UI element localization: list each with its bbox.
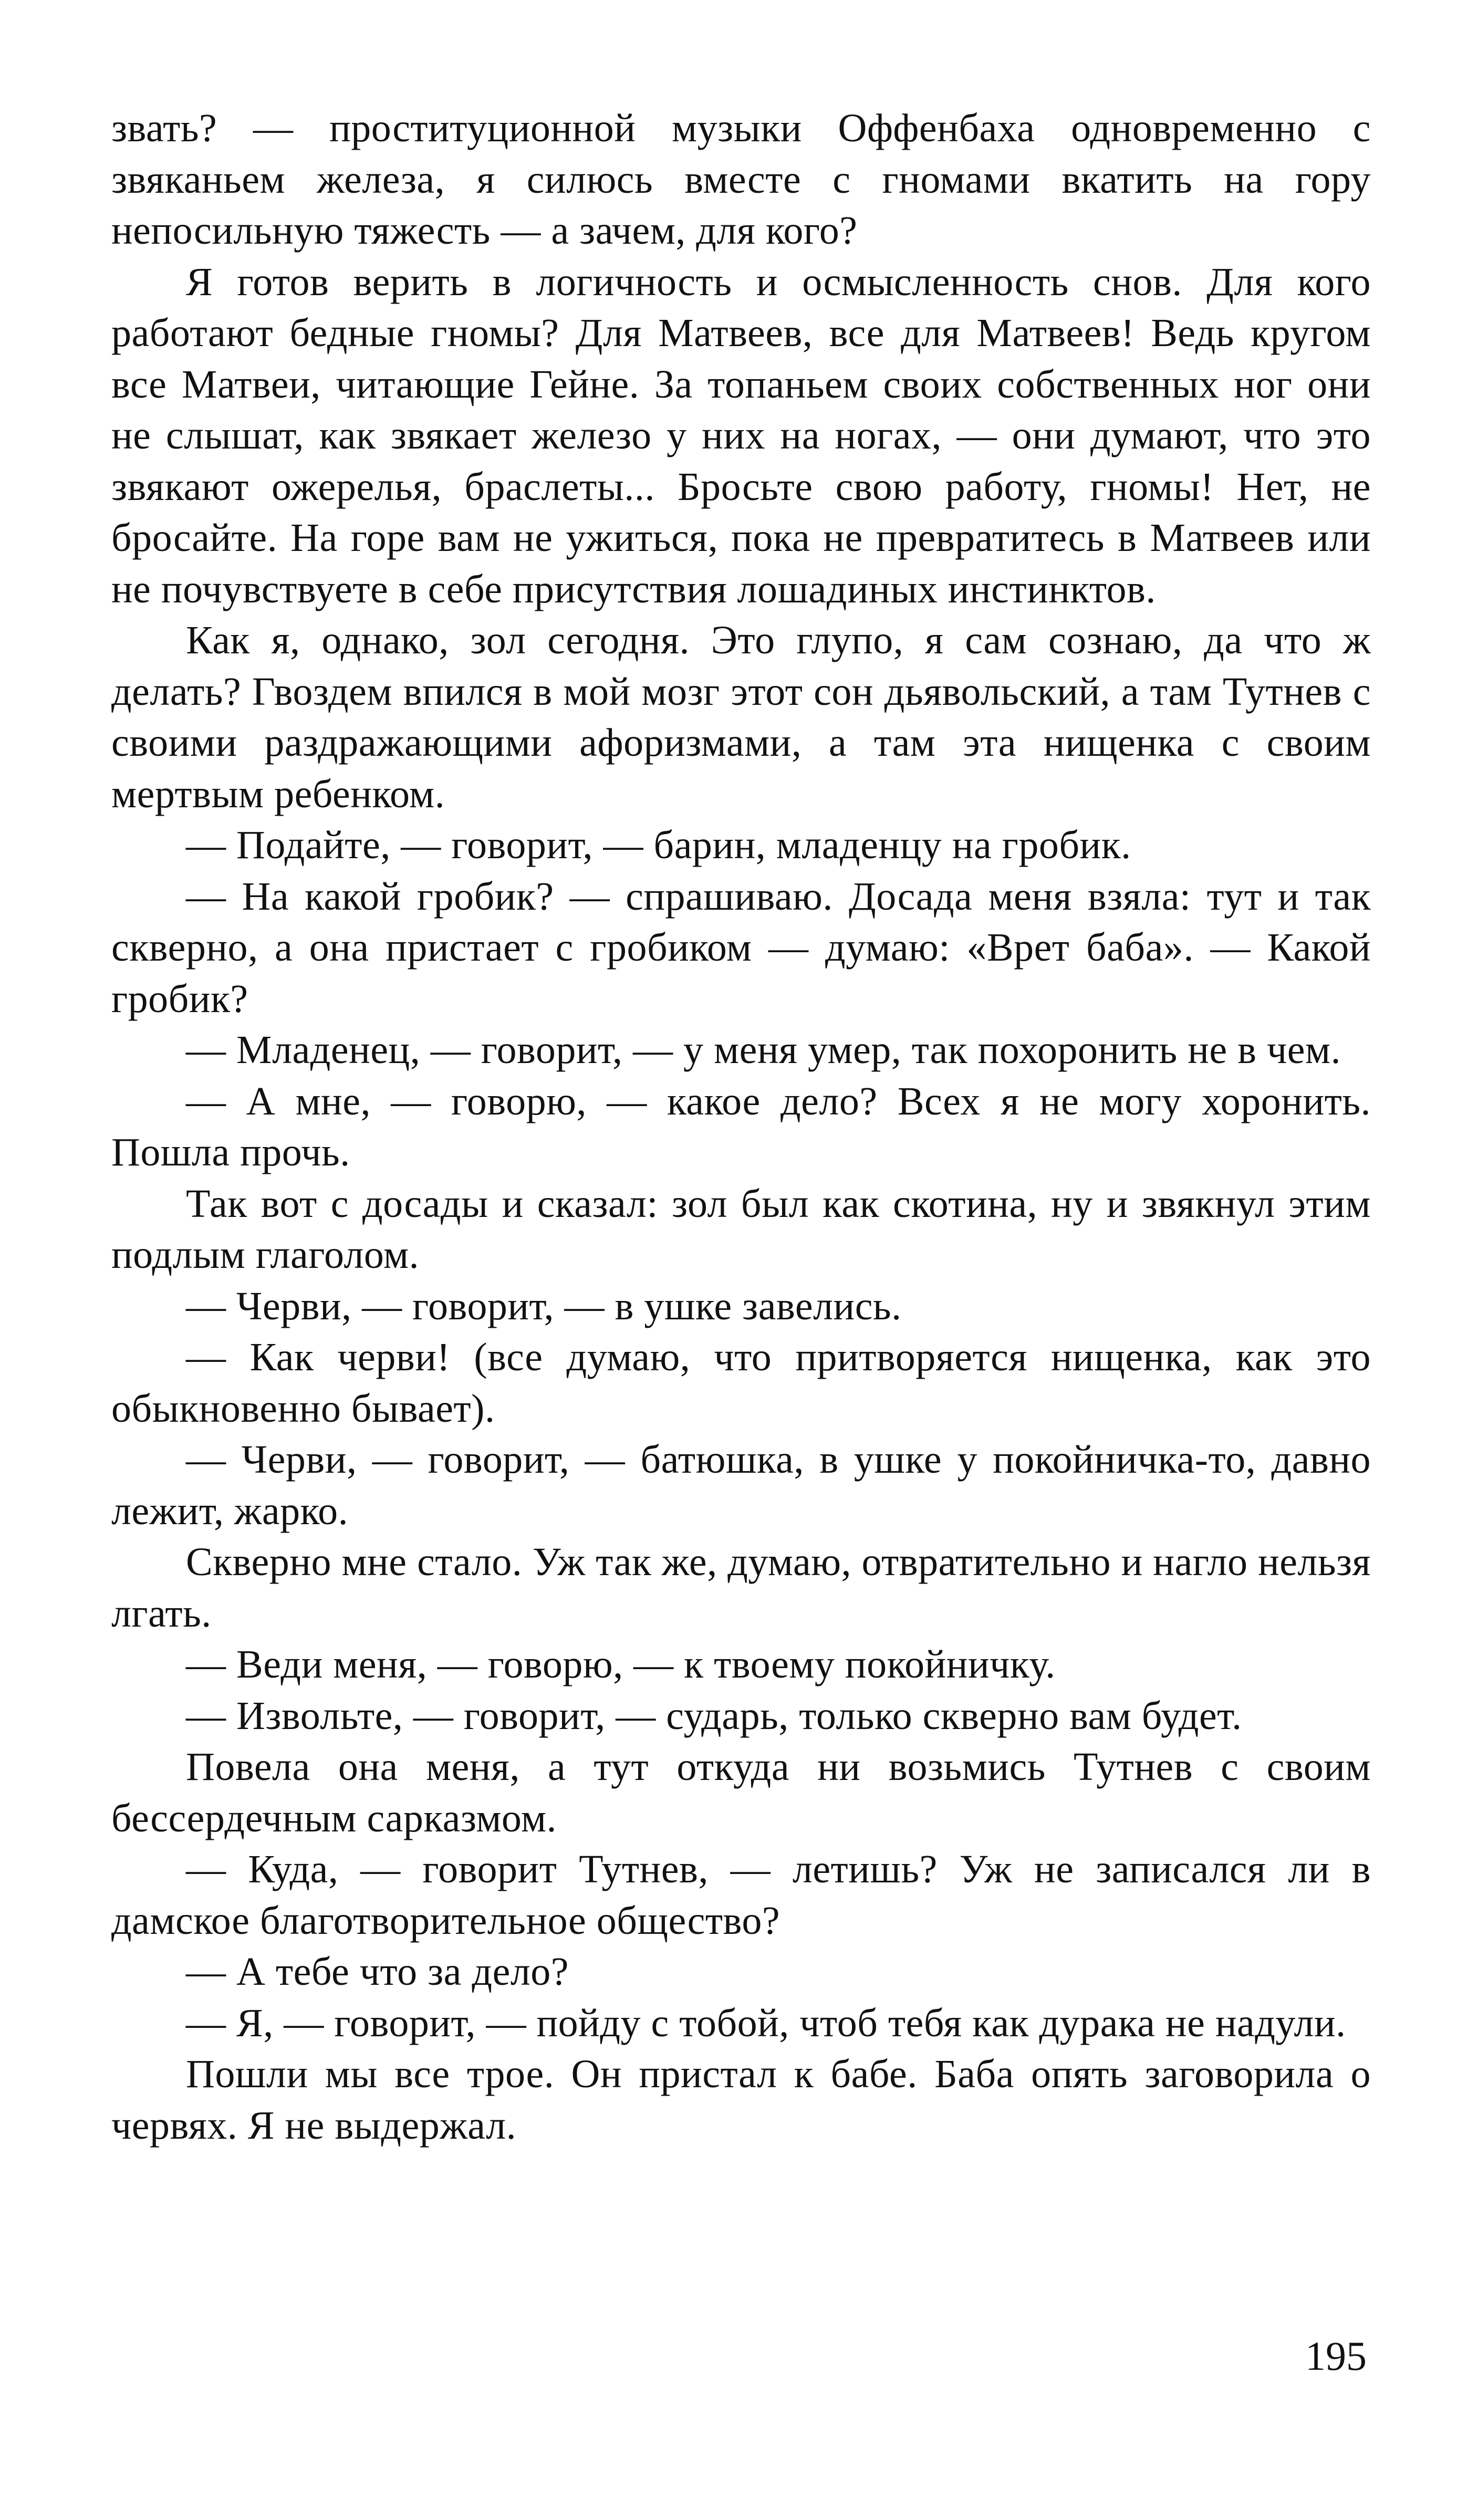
page-number: 195 — [1305, 2333, 1367, 2379]
paragraph: Как я, однако, зол сегодня. Это глупо, я сам сознаю, да что ж делать? Гвоздем впился в мой мозг этот сон дьявольский, а там Тутнев с своими раздражающими афоризмами, а там эта нищенка с своим мертвым ребенком. — [111, 618, 1371, 816]
dialogue-line: — Извольте, — говорит, — сударь, только скверно вам будет. — [186, 1693, 1242, 1738]
dialogue-line: — Младенец, — говорит, — у меня умер, так похоронить не в чем. — [186, 1028, 1341, 1072]
body-text — [111, 103, 1371, 2151]
dialogue-line: — Черви, — говорит, — в ушке завелись. — [186, 1284, 902, 1328]
paragraph: Так вот с досады и сказал: зол был как скотина, ну и звякнул этим подлым глаголом. — [111, 1181, 1371, 1277]
paragraph: Скверно мне стало. Уж так же, думаю, отвратительно и нагло нельзя лгать. — [111, 1540, 1371, 1636]
dialogue-line: — Как черви! (все думаю, что притворяется нищенка, как это обыкновенно бывает). — [111, 1335, 1371, 1431]
dialogue-line: — А тебе что за дело? — [186, 1950, 569, 1994]
dialogue-line: — На какой гробик? — спрашиваю. Досада меня взяла: тут и так скверно, а она пристает с гробиком — думаю: «Врет баба». — Какой гробик? — [111, 874, 1371, 1021]
dialogue-line: — Веди меня, — говорю, — к твоему покойничку. — [186, 1642, 1056, 1686]
dialogue-line: — Куда, — говорит Тутнев, — летишь? Уж не записался ли в дамское благотворительное общество? — [111, 1847, 1371, 1943]
paragraph: Повела она меня, а тут откуда ни возьмись Тутнев с своим бессердечным сарказмом. — [111, 1745, 1371, 1840]
dialogue-line: — Черви, — говорит, — батюшка, в ушке у покойничка-то, давно лежит, жарко. — [111, 1438, 1371, 1533]
dialogue-line: — А мне, — говорю, — какое дело? Всех я не могу хоронить. Пошла прочь. — [111, 1079, 1371, 1174]
dialogue-line: — Подайте, — говорит, — барин, младенцу на гробик. — [186, 823, 1131, 867]
dialogue-line: — Я, — говорит, — пойду с тобой, чтоб тебя как дурака не надули. — [186, 2001, 1346, 2045]
paragraph-continued: звать? — проституционной музыки Оффенбаха одновременно с звяканьем железа, я силюсь вместе с гномами вкатить на гору непосильную тяжесть — а зачем, для кого? — [111, 106, 1371, 253]
paragraph: Я готов верить в логичность и осмысленность снов. Для кого работают бедные гномы? Для Матвеев, все для Матвеев! Ведь кругом все Матвеи, читающие Гейне. За топаньем своих собственных ног они не слышат, как звякает железо у них на ногах, — они думают, что это звякают ожерелья, браслеты... Бросьте свою работу, гномы! Нет, не бросайте. На горе вам не ужиться, пока не превратитесь в Матвеев или не почувствуете в себе присутствия лошадиных инстинктов. — [111, 259, 1371, 611]
paragraph: Пошли мы все трое. Он пристал к бабе. Баба опять заговорила о червях. Я не выдержал. — [111, 2052, 1371, 2148]
